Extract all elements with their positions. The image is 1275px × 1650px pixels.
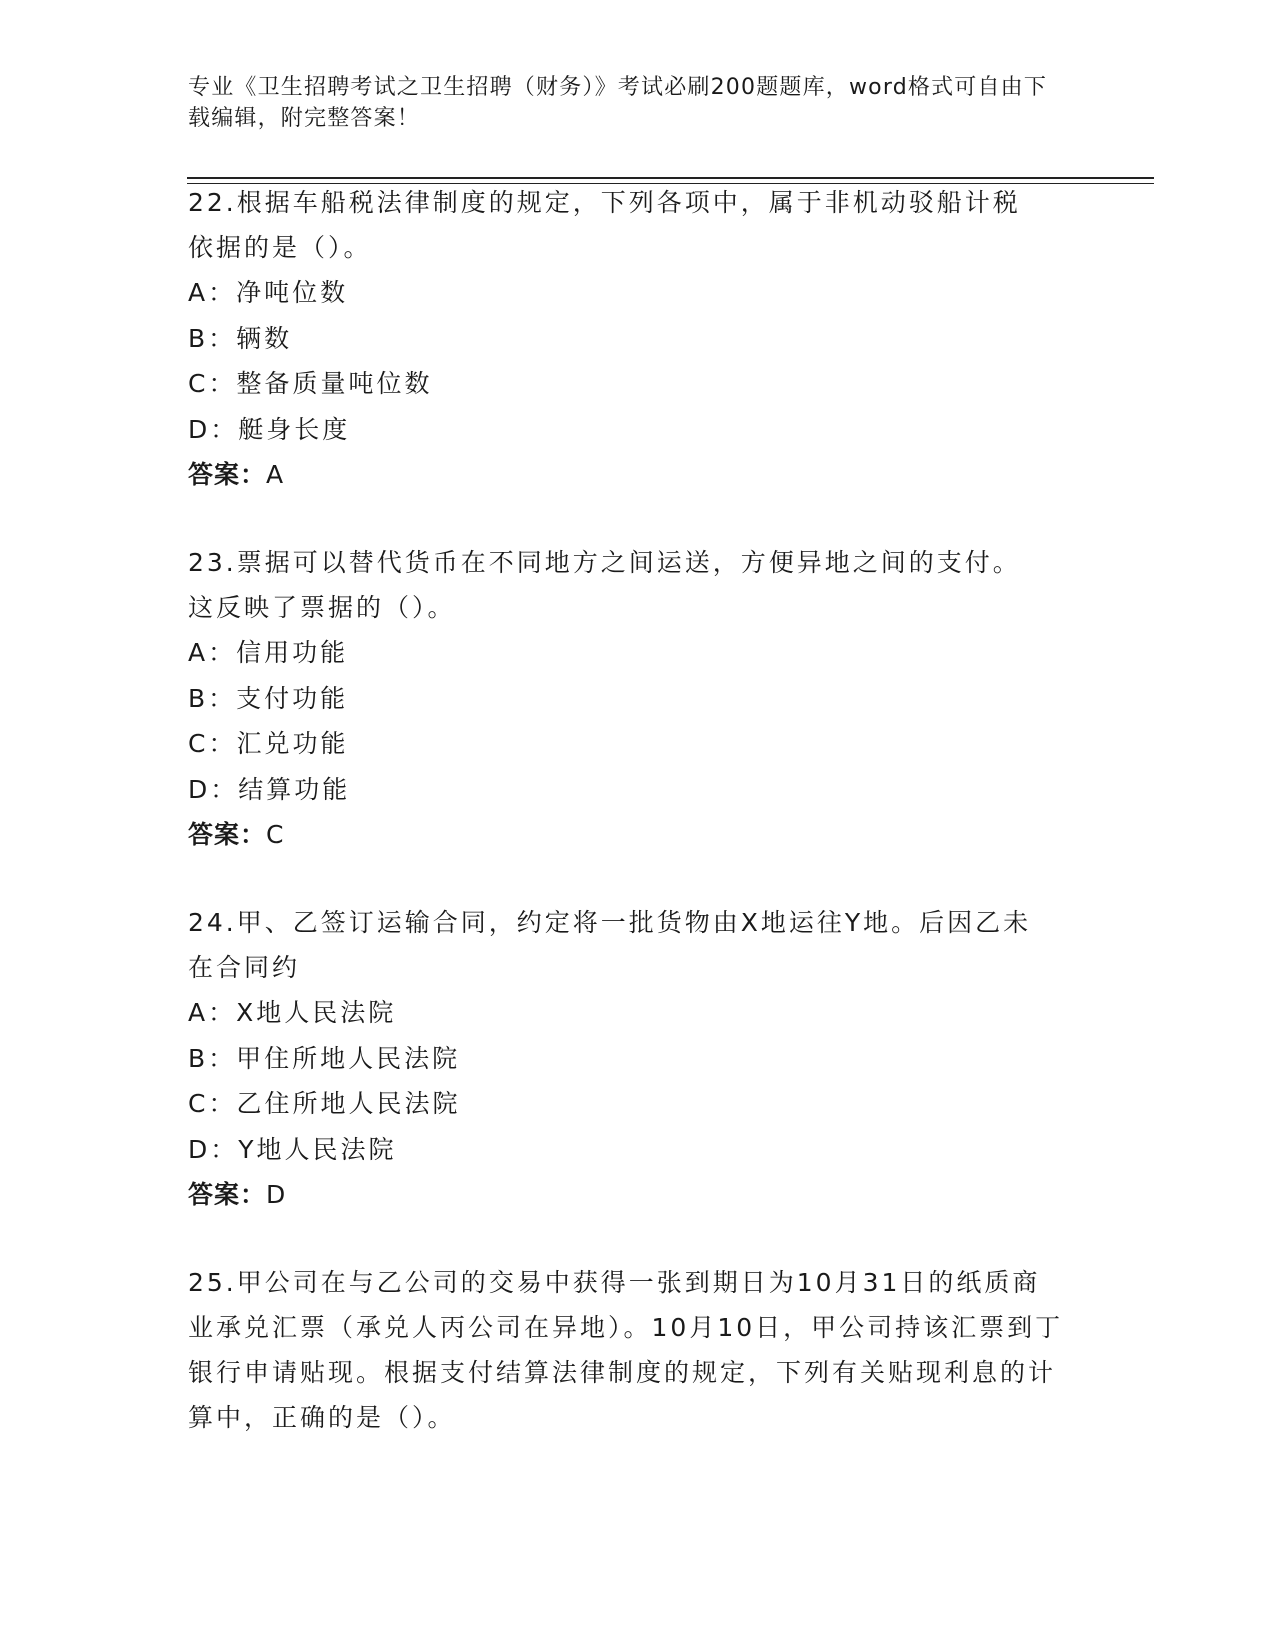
question-stem: 22.根据车船税法律制度的规定，下列各项中，属于非机动驳船计税依据的是（）。 [188,188,1021,262]
option-b: B：辆数 [188,323,293,353]
option-a: A：信用功能 [188,638,349,667]
option-b: B：支付功能 [188,683,349,713]
answer-label: 答案： [188,820,267,849]
header-divider-thick [187,177,1154,179]
option-a: A：X地人民法院 [188,998,397,1027]
question-stem: 25.甲公司在与乙公司的交易中获得一张到期日为10月31日的纸质商业承兑汇票（承兑人丙公司在异地）。10月10日，甲公司持该汇票到丁银行申请贴现。根据支付结算法律制度的规定，下列有关贴现利息的计算中，正确的是（）。 [188,1268,1064,1432]
answer-label: 答案： [188,460,267,489]
option-d: D：Y地人民法院 [188,1134,397,1164]
question-24 [188,900,1048,1217]
option-d: D：艇身长度 [188,414,351,444]
answer-value: D [266,1180,287,1209]
document-header: 专业《卫生招聘考试之卫生招聘（财务）》考试必刷200题题库，word格式可自由下载编辑，附完整答案！ [188,75,1048,131]
option-a: A：净吨位数 [188,278,349,307]
question-stem: 24.甲、乙签订运输合同，约定将一批货物由X地运往Y地。后因乙未在合同约 [188,908,1032,982]
question-23 [188,540,1048,857]
option-b: B：甲住所地人民法院 [188,1043,461,1073]
option-c: C：整备质量吨位数 [188,369,433,398]
answer-label: 答案： [188,1180,267,1209]
question-25 [188,1260,1068,1440]
answer-value: C [266,820,285,849]
answer-line [188,1172,1048,1217]
answer-value: A [266,460,285,489]
answer-line [188,452,1048,497]
option-d: D：结算功能 [188,774,351,804]
answer-line [188,812,1048,857]
question-22 [188,180,1048,497]
question-stem: 23.票据可以替代货币在不同地方之间运送，方便异地之间的支付。这反映了票据的（）。 [188,548,1021,622]
option-c: C：乙住所地人民法院 [188,1089,461,1118]
option-c: C：汇兑功能 [188,729,349,758]
